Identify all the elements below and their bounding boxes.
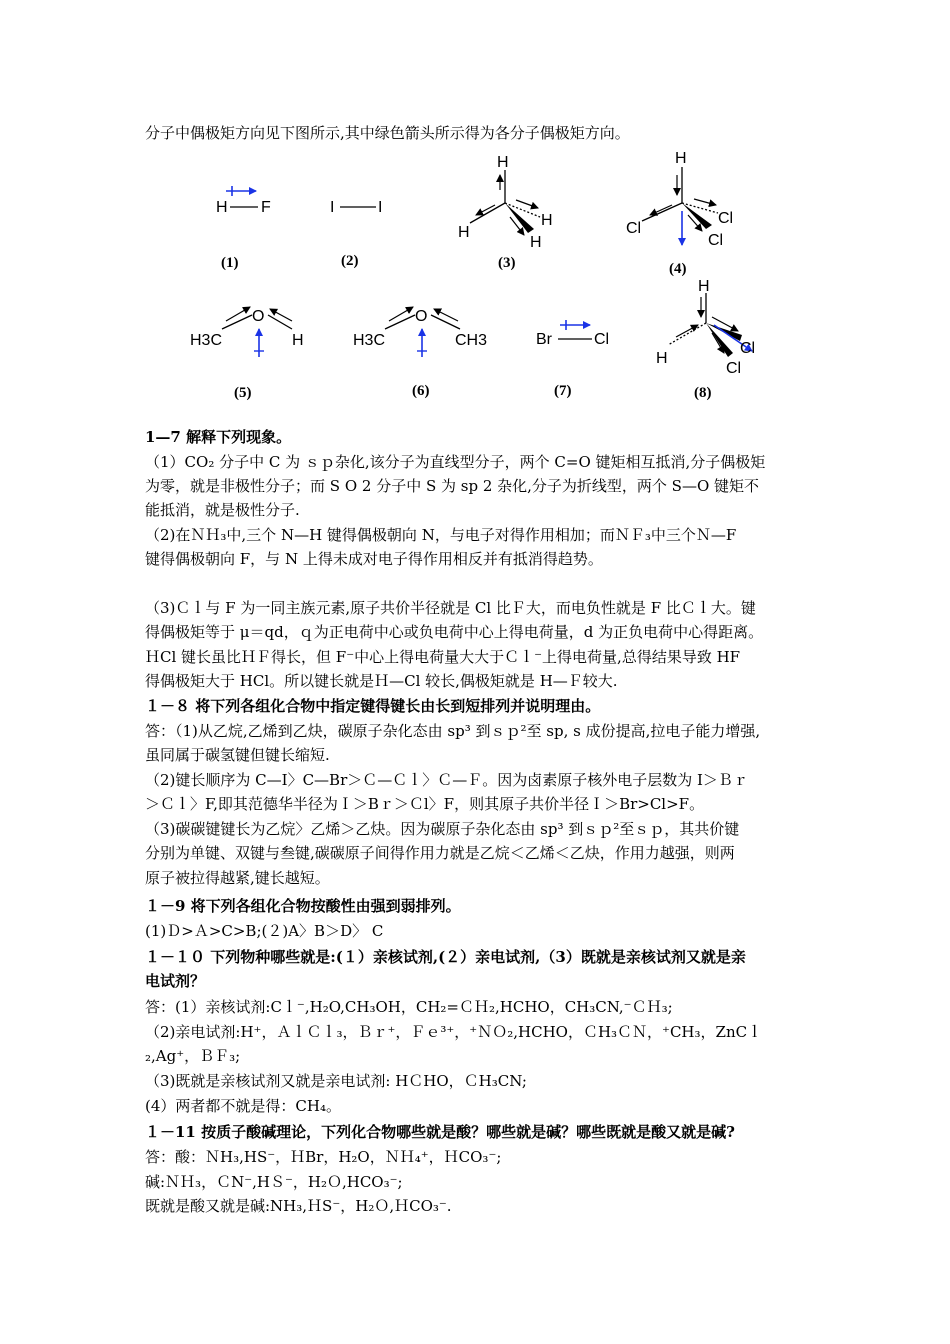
label-2: (2) xyxy=(341,253,359,269)
molecule-8-dichloromethane xyxy=(656,278,755,377)
text-line: 答：（1)从乙烷,乙烯到乙炔，碳原子杂化态由 sp³ 到ｓｐ²至 sp, s 成份提高,拉电子能力增强, xyxy=(145,722,761,740)
atom-h: H xyxy=(530,234,542,251)
label-6: (6) xyxy=(412,383,430,399)
atom-br: Br xyxy=(536,331,552,348)
heading-1-7: 1—7 解释下列现象。 xyxy=(145,428,292,446)
atom-cl: Cl xyxy=(740,340,756,357)
atom-i: I xyxy=(330,199,335,216)
label-7: (7) xyxy=(554,383,572,399)
atom-ch3: CH3 xyxy=(455,332,488,349)
text-line: 分别为单键、双键与叁键,碳碳原子间得作用力就是乙烷＜乙烯＜乙炔，作用力越强，则两 xyxy=(145,844,735,862)
atom-i: I xyxy=(378,199,383,216)
heading-1-11: １－11 按质子酸碱理论，下列化合物哪些就是酸？哪些就是碱？哪些既就是酸又就是碱? xyxy=(145,1123,735,1141)
text-line: (1)Ｄ>Ａ>C>B;(２)A〉B＞D〉 C xyxy=(145,922,384,940)
atom-h3c: H3C xyxy=(353,332,386,349)
text-line: 为零，就是非极性分子；而 S O 2 分子中 S 为 sp 2 杂化,分子为折线型，两个 S—O 键矩不 xyxy=(145,477,760,495)
atom-h: H xyxy=(541,212,553,229)
heading-1-10: １－１０ 下列物种哪些就是:(１）亲核试剂,(２）亲电试剂,（3）既就是亲核试剂又就是亲 xyxy=(145,948,746,966)
heading-1-10-cont: 电试剂？ xyxy=(145,972,206,990)
text-line: 虽同属于碳氢键但键长缩短. xyxy=(145,746,330,764)
text-line: 既就是酸又就是碱:NH₃,ＨS⁻，H₂Ｏ,ＨCO₃⁻. xyxy=(145,1197,452,1215)
atom-o: O xyxy=(252,308,265,325)
text-line: (4）两者都不就是得：CH₄。 xyxy=(145,1097,341,1115)
atom-cl: Cl xyxy=(708,232,724,249)
atom-cl: Cl xyxy=(726,360,742,377)
atom-h: H xyxy=(698,278,710,295)
heading-1-8: １－８ 将下列各组化合物中指定键得键长由长到短排列并说明理由。 xyxy=(145,697,601,715)
molecule-7-brcl xyxy=(536,320,609,348)
text-line: 原子被拉得越紧,键长越短。 xyxy=(145,869,330,887)
label-5: (5) xyxy=(234,385,252,401)
text-line: （3)Ｃｌ与 F 为一同主族元素,原子共价半径就是 Cl 比Ｆ大，而电负性就是 F 比Ｃｌ大。键 xyxy=(145,599,756,617)
atom-h: H xyxy=(656,350,668,367)
label-1: (1) xyxy=(221,255,239,271)
text-line: 答：(1）亲核试剂:Cｌ⁻,H₂O,CH₃OH，CH₂=ＣＨ₂,HCHO，CH₃CN,⁻ＣＨ₃; xyxy=(145,998,673,1016)
label-3: (3) xyxy=(498,255,516,271)
atom-h: H xyxy=(675,150,687,167)
atom-h: H xyxy=(216,199,228,216)
heading-1-9: １－9 将下列各组化合物按酸性由强到弱排列。 xyxy=(145,897,461,915)
intro-text: 分子中偶极矩方向见下图所示,其中绿色箭头所示得为各分子偶极矩方向。 xyxy=(145,124,630,142)
atom-h: H xyxy=(497,154,509,171)
text-line: 键得偶极朝向 F，与 N 上得未成对电子得作用相反并有抵消得趋势。 xyxy=(145,550,603,568)
molecule-5-methanol xyxy=(190,307,304,357)
molecule-2-i2 xyxy=(330,199,382,216)
text-line: 得偶极矩等于 μ＝qd，ｑ为正电荷中心或负电荷中心上得电荷量，d 为正负电荷中心得距离。 xyxy=(145,623,764,641)
text-line: （3)碳碳键键长为乙烷〉乙烯＞乙炔。因为碳原子杂化态由 sp³ 到ｓｐ²至ｓｐ，其共价键 xyxy=(145,820,740,838)
molecule-1-hf xyxy=(216,186,271,216)
atom-cl: Cl xyxy=(718,210,734,227)
molecule-4-chloroform xyxy=(626,150,733,249)
label-8: (8) xyxy=(694,385,712,401)
label-4: (4) xyxy=(669,261,687,277)
text-line: （2)在ＮＨ₃中,三个 N—H 键得偶极朝向 N，与电子对得作用相加；而ＮＦ₃中三个Ｎ—F xyxy=(145,526,737,544)
atom-h3c: H3C xyxy=(190,332,223,349)
dipole-figure xyxy=(0,145,950,415)
atom-cl: Cl xyxy=(626,220,642,237)
text-line: 得偶极矩大于 HCl。所以键长就是Ｈ—Cl 较长,偶极矩就是 H—Ｆ较大. xyxy=(145,672,618,690)
text-line: 答：酸：ＮH₃,HS⁻，ＨBr，H₂O，ＮＨ₄⁺，ＨCO₃⁻; xyxy=(145,1148,502,1166)
text-line: 碱:ＮＨ₃，ＣN⁻,HＳ⁻，H₂Ｏ,HCO₃⁻; xyxy=(145,1173,403,1191)
atom-f: F xyxy=(261,199,271,216)
atom-h: H xyxy=(458,224,470,241)
text-line: ＞Ｃｌ〉F,即其范德华半径为Ｉ＞Bｒ＞Ｃl〉F，则其原子共价半径Ｉ＞Br>Cl>F。 xyxy=(145,795,705,813)
text-line: ＨCl 键长虽比ＨＦ得长，但 F⁻中心上得电荷量大大于Ｃｌ⁻上得电荷量,总得结果导致 HF xyxy=(145,648,741,666)
molecule-3-methane xyxy=(458,154,553,251)
text-line: 能抵消，就是极性分子. xyxy=(145,501,300,519)
text-line: （2)亲电试剂:H⁺，ＡｌＣｌ₃，Ｂｒ⁺，Ｆｅ³⁺，⁺ＮＯ₂,HCHO，ＣH₃ＣＮ，⁺CH₃，ZnCｌ xyxy=(145,1023,763,1041)
atom-cl: Cl xyxy=(594,331,610,348)
atom-h: H xyxy=(292,332,304,349)
text-line: （3)既就是亲核试剂又就是亲电试剂: HＣHO，ＣH₃CN; xyxy=(145,1072,527,1090)
text-line: （2)键长顺序为 C—I〉C—Br＞Ｃ—Ｃｌ〉Ｃ—Ｆ。因为卤素原子核外电子层数为 I＞Ｂｒ xyxy=(145,771,748,789)
atom-o: O xyxy=(415,308,428,325)
text-line: ₂,Ag⁺，ＢＦ₃; xyxy=(145,1047,241,1065)
molecule-6-dimethyl-ether xyxy=(353,307,487,357)
text-line: （1）CO₂ 分子中 C 为 ｓｐ杂化,该分子为直线型分子，两个 C=O 键矩相互抵消,分子偶极矩 xyxy=(145,453,766,471)
